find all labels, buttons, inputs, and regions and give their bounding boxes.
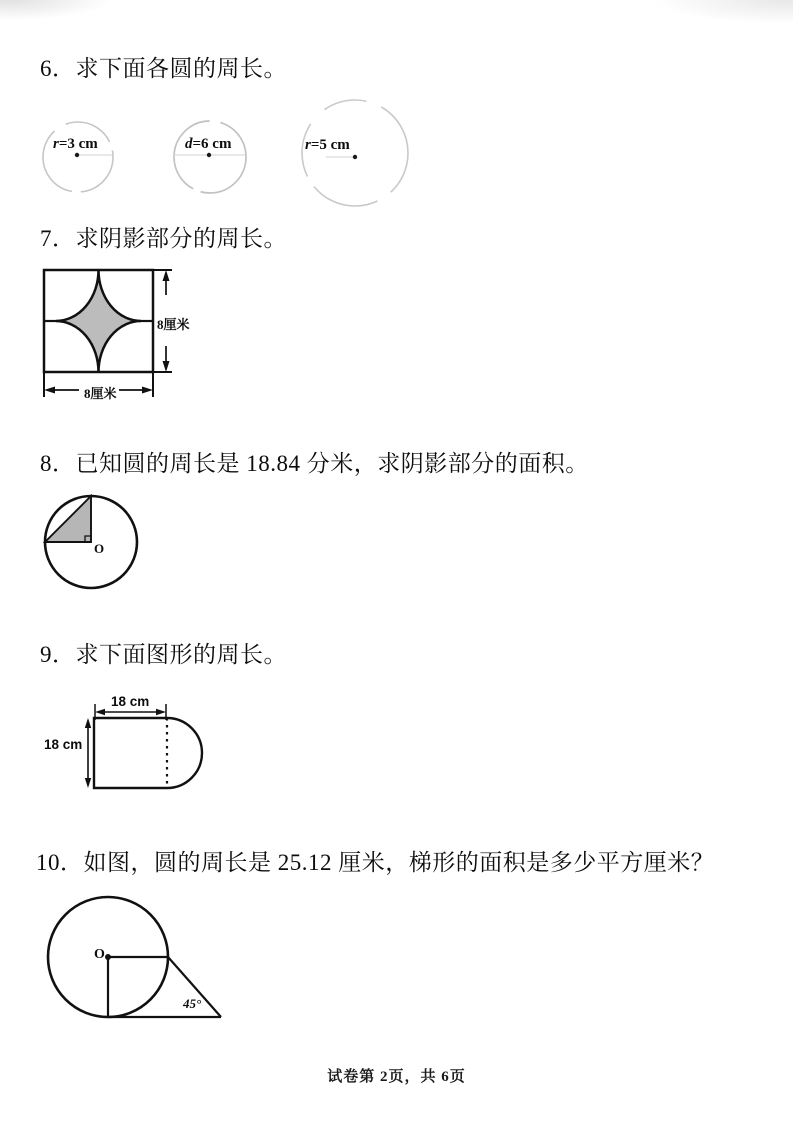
q6-circle-1 [43,122,113,192]
q10-center-dot [105,954,111,960]
q6-circle-2-label [185,136,231,153]
q9-left-dimension [85,718,91,788]
q6-circle-3-label [305,137,350,154]
q6-circle-1-value: =3 cm [58,136,98,152]
q6-circle-2-var: d [185,136,193,152]
q10-figure [40,888,240,1035]
question-10-heading: 10．如图，圆的周长是 25.12 厘米，梯形的面积是多少平方厘米？ [36,850,715,875]
question-7-heading: 7．求阴影部分的周长。 [40,226,287,251]
q7-dim-arrow-down [163,361,170,372]
q6-circle-2-center-dot [207,153,211,157]
q9-top-dimension-label: 18 cm [111,694,150,709]
q9-dim-arrow-right [156,709,166,715]
question-9-heading: 9．求下面图形的周长。 [40,642,287,667]
q7-dim-arrow-right [142,387,153,394]
q10-center-label: O [94,947,105,962]
q10-trapezoid [108,957,221,1017]
q6-circle-3-center-dot [353,155,357,159]
q10-angle-label: 45° [183,996,202,1011]
q6-circle-2 [174,121,246,193]
question-6-heading: 6．求下面各圆的周长。 [40,56,287,81]
q6-circle-1-var: r [53,136,59,152]
q6-circle-3-value: =5 cm [310,137,350,153]
page-footer: 试卷第 2页，共 6页 [327,1069,466,1085]
q6-figure [38,93,418,215]
q6-circle-1-center-dot [75,153,79,157]
q9-left-dimension-label: 18 cm [44,737,83,752]
q6-circle-1-label [53,136,98,153]
q9-shape-outline [94,718,202,788]
q7-figure [38,262,238,407]
scan-artifact-top-right [643,0,793,26]
q8-center-label: O [94,541,105,556]
q7-bottom-dimension-label: 8厘米 [84,386,117,401]
q6-circle-3-var: r [305,137,311,153]
scan-artifact-top-left [0,0,120,22]
q9-dim-arrow-down [85,778,91,788]
question-8-heading: 8．已知圆的周长是 18.84 分米，求阴影部分的面积。 [40,451,589,476]
q7-side-dimension-label: 8厘米 [157,317,190,332]
q6-circle-2-value: =6 cm [192,136,232,152]
